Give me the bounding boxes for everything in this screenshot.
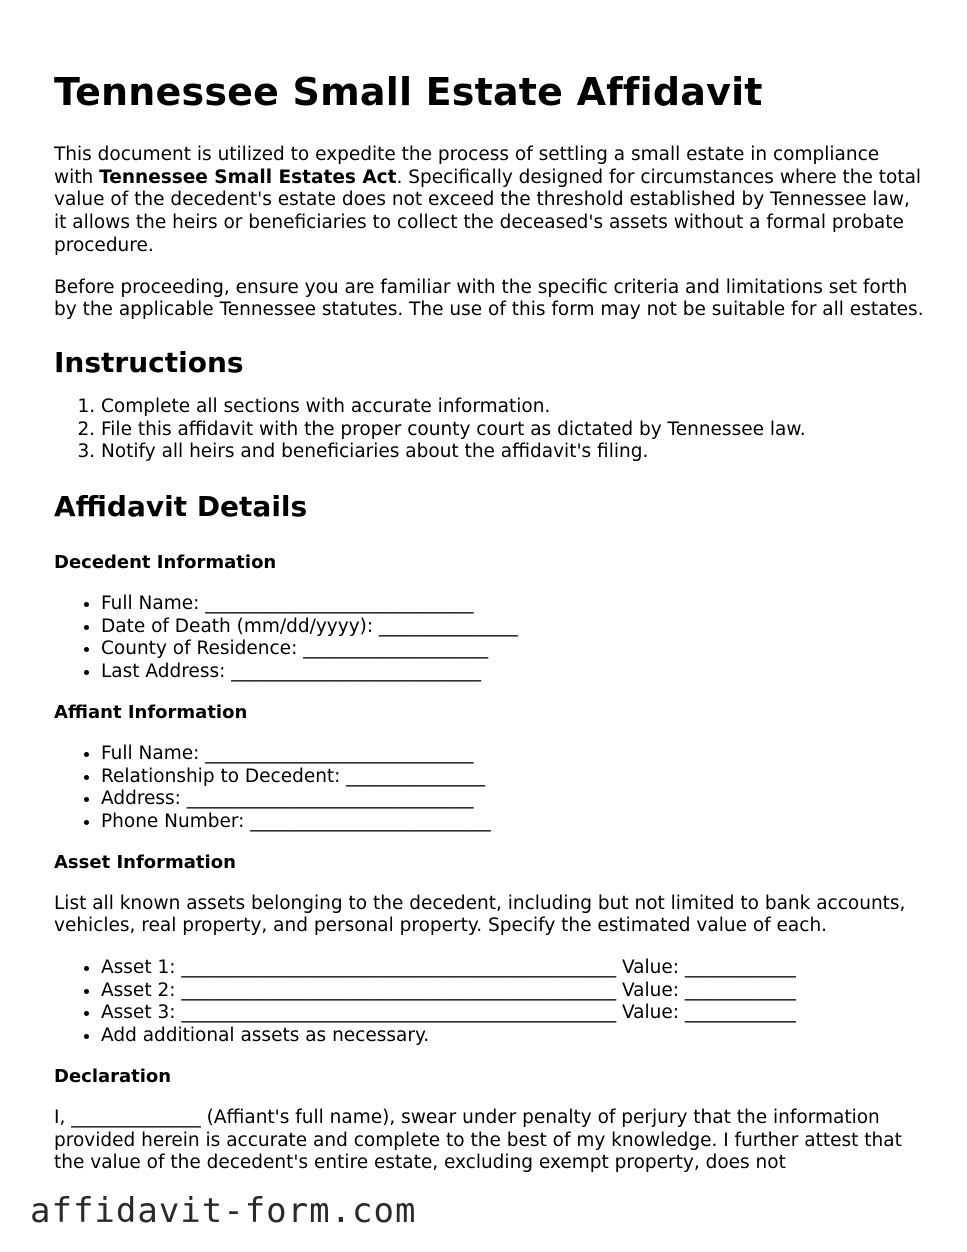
- document-page: [54, 0, 924, 1175]
- instruction-step: 2. File this affidavit with the proper county court as dictated by Tennessee law.: [101, 419, 924, 442]
- intro-text-after: . Specifically designed for circumstances where the total value of the decedent's estate does not exceed the threshold established by Tennessee law, it allows the heirs or beneficiaries to collect the deceased's assets without a formal probate procedure.: [54, 166, 922, 256]
- asset-2-field[interactable]: • Asset 2: _______________________________________________ Value: ____________: [101, 980, 924, 1003]
- page-title: Tennessee Small Estate Affidavit: [54, 70, 763, 114]
- affidavit-details-heading: Affidavit Details: [54, 490, 308, 524]
- asset-note: • Add additional assets as necessary.: [101, 1025, 924, 1048]
- decedent-county-field[interactable]: • County of Residence: ____________________: [101, 638, 924, 661]
- affiant-address-field[interactable]: • Address: _______________________________: [101, 788, 924, 811]
- intro-text-before: This document is utilized to expedite the process of settling a small estate in compliance with: [54, 144, 880, 188]
- asset-description: List all known assets belonging to the decedent, including but not limited to bank accounts, vehicles, real property, and personal property. Specify the estimated value of each.: [54, 892, 906, 937]
- instructions-list: [54, 396, 924, 464]
- decedent-info-list: [54, 593, 924, 684]
- intro-paragraph-2: Before proceeding, ensure you are familiar with the specific criteria and limitations set forth by the applicable Tennessee statutes. The use of this form may not be suitable for all estates.: [54, 276, 924, 321]
- asset-list: [54, 957, 924, 1048]
- affiant-full-name-field[interactable]: • Full Name: _____________________________: [101, 743, 924, 766]
- affiant-info-list: [54, 743, 924, 834]
- instruction-step: 3. Notify all heirs and beneficiaries about the affidavit's filing.: [101, 441, 924, 464]
- act-name: Tennessee Small Estates Act: [99, 166, 397, 188]
- asset-1-field[interactable]: • Asset 1: _______________________________________________ Value: ____________: [101, 957, 924, 980]
- decedent-last-address-field[interactable]: • Last Address: ___________________________: [101, 661, 924, 684]
- affiant-phone-field[interactable]: • Phone Number: __________________________: [101, 811, 924, 834]
- declaration-text: I, ______________ (Affiant's full name), swear under penalty of perjury that the information provided herein is accurate and complete to the best of my knowledge. I further attest that the value of the decedent's entire estate, excluding exempt property, does not: [54, 1106, 902, 1174]
- instruction-step: 1. Complete all sections with accurate information.: [101, 396, 924, 419]
- declaration-heading: Declaration: [54, 1065, 172, 1087]
- affiant-relationship-field[interactable]: • Relationship to Decedent: _______________: [101, 766, 924, 789]
- asset-info-heading: Asset Information: [54, 851, 236, 873]
- site-watermark: affidavit-form.com: [30, 1191, 426, 1231]
- decedent-info-heading: Decedent Information: [54, 552, 277, 574]
- asset-3-field[interactable]: • Asset 3: _______________________________________________ Value: ____________: [101, 1002, 924, 1025]
- instructions-heading: Instructions: [54, 345, 244, 379]
- decedent-full-name-field[interactable]: • Full Name: _____________________________: [101, 593, 924, 616]
- intro-paragraph-1: [54, 144, 924, 258]
- decedent-date-of-death-field[interactable]: • Date of Death (mm/dd/yyyy): _______________: [101, 616, 924, 639]
- affiant-info-heading: Affiant Information: [54, 701, 248, 723]
